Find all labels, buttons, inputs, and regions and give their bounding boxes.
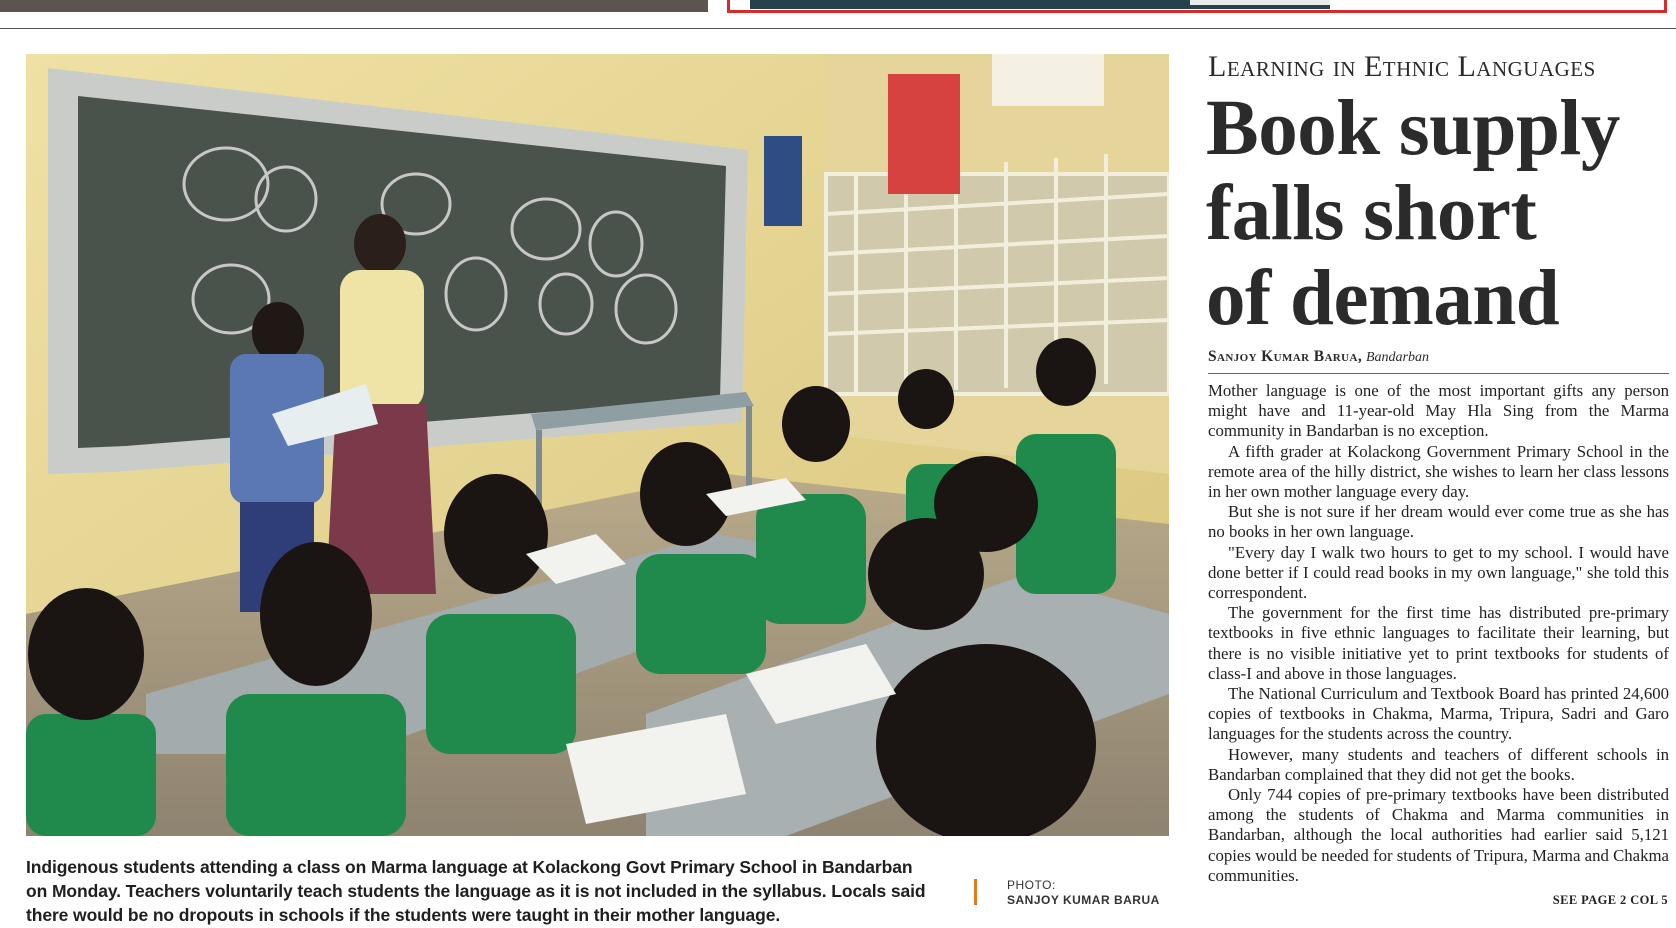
continuation-link[interactable]: SEE PAGE 2 COL 5	[1552, 893, 1668, 907]
photo-credit	[1007, 878, 1160, 908]
article-body	[1208, 381, 1669, 886]
photo-credit-label: PHOTO:	[1007, 878, 1056, 892]
article-byline	[1208, 348, 1668, 366]
article-paragraph: A fifth grader at Kolackong Government Primary School in the remote area of the hilly district, she wishes to learn her class lessons in her own mother language every day.	[1208, 441, 1669, 502]
article-paragraph: Mother language is one of the most important gifts any person might have and 11-year-old May Hla Sing from the Marma community in Bandarban is no exception.	[1208, 381, 1669, 441]
byline-author: Sanjoy Kumar Barua,	[1208, 348, 1363, 365]
byline-place: Bandarban	[1366, 350, 1429, 365]
top-strip-image	[0, 0, 708, 12]
headline-line: Book supply	[1206, 85, 1620, 172]
byline-divider	[1208, 373, 1669, 374]
headline-line: of demand	[1206, 255, 1560, 342]
article-paragraph: The government for the first time has distributed pre-primary textbooks in five ethnic languages to facilitate their learning, but there is no visible initiative yet to print textbooks for students of class-I and above in those languages.	[1208, 603, 1669, 683]
article-paragraph: But she is not sure if her dream would ever come true as she has no books in her own language.	[1208, 502, 1669, 542]
article-headline	[1206, 86, 1672, 341]
page-divider	[0, 28, 1676, 29]
headline-line: falls short	[1206, 170, 1537, 257]
article-paragraph: However, many students and teachers of different schools in Bandarban complained that they did not get the books.	[1208, 744, 1669, 784]
article-paragraph: Only 744 copies of pre-primary textbooks have been distributed among the students of Chakma and Marma communities in Bandarban, although the local authorities had earlier said 5,121 copies would be needed for students of Tripura, Marma and Chakma communities.	[1208, 785, 1669, 885]
photo-caption: Indigenous students attending a class on Marma language at Kolackong Govt Primary School in Bandarban on Monday. Teachers voluntarily teach students the language as it is not included in the syllabus. Locals said there would be no dropouts in schools if the students were taught in their mother language.	[26, 857, 926, 925]
photo-credit-name: SANJOY KUMAR BARUA	[1007, 893, 1160, 907]
advertisement-button	[1190, 0, 1330, 5]
classroom-photo	[26, 54, 1169, 836]
credit-divider	[974, 879, 977, 905]
article-paragraph: "Every day I walk two hours to get to my school. I would have done better if I could read books in my own language," she told this correspondent.	[1208, 542, 1669, 603]
article-kicker: Learning in Ethnic Languages	[1208, 50, 1596, 83]
top-advertisement[interactable]	[727, 0, 1667, 13]
article-paragraph: The National Curriculum and Textbook Board has printed 24,600 copies of textbooks in Chakma, Marma, Tripura, Sadri and Garo languages for the students across the country.	[1208, 684, 1669, 744]
